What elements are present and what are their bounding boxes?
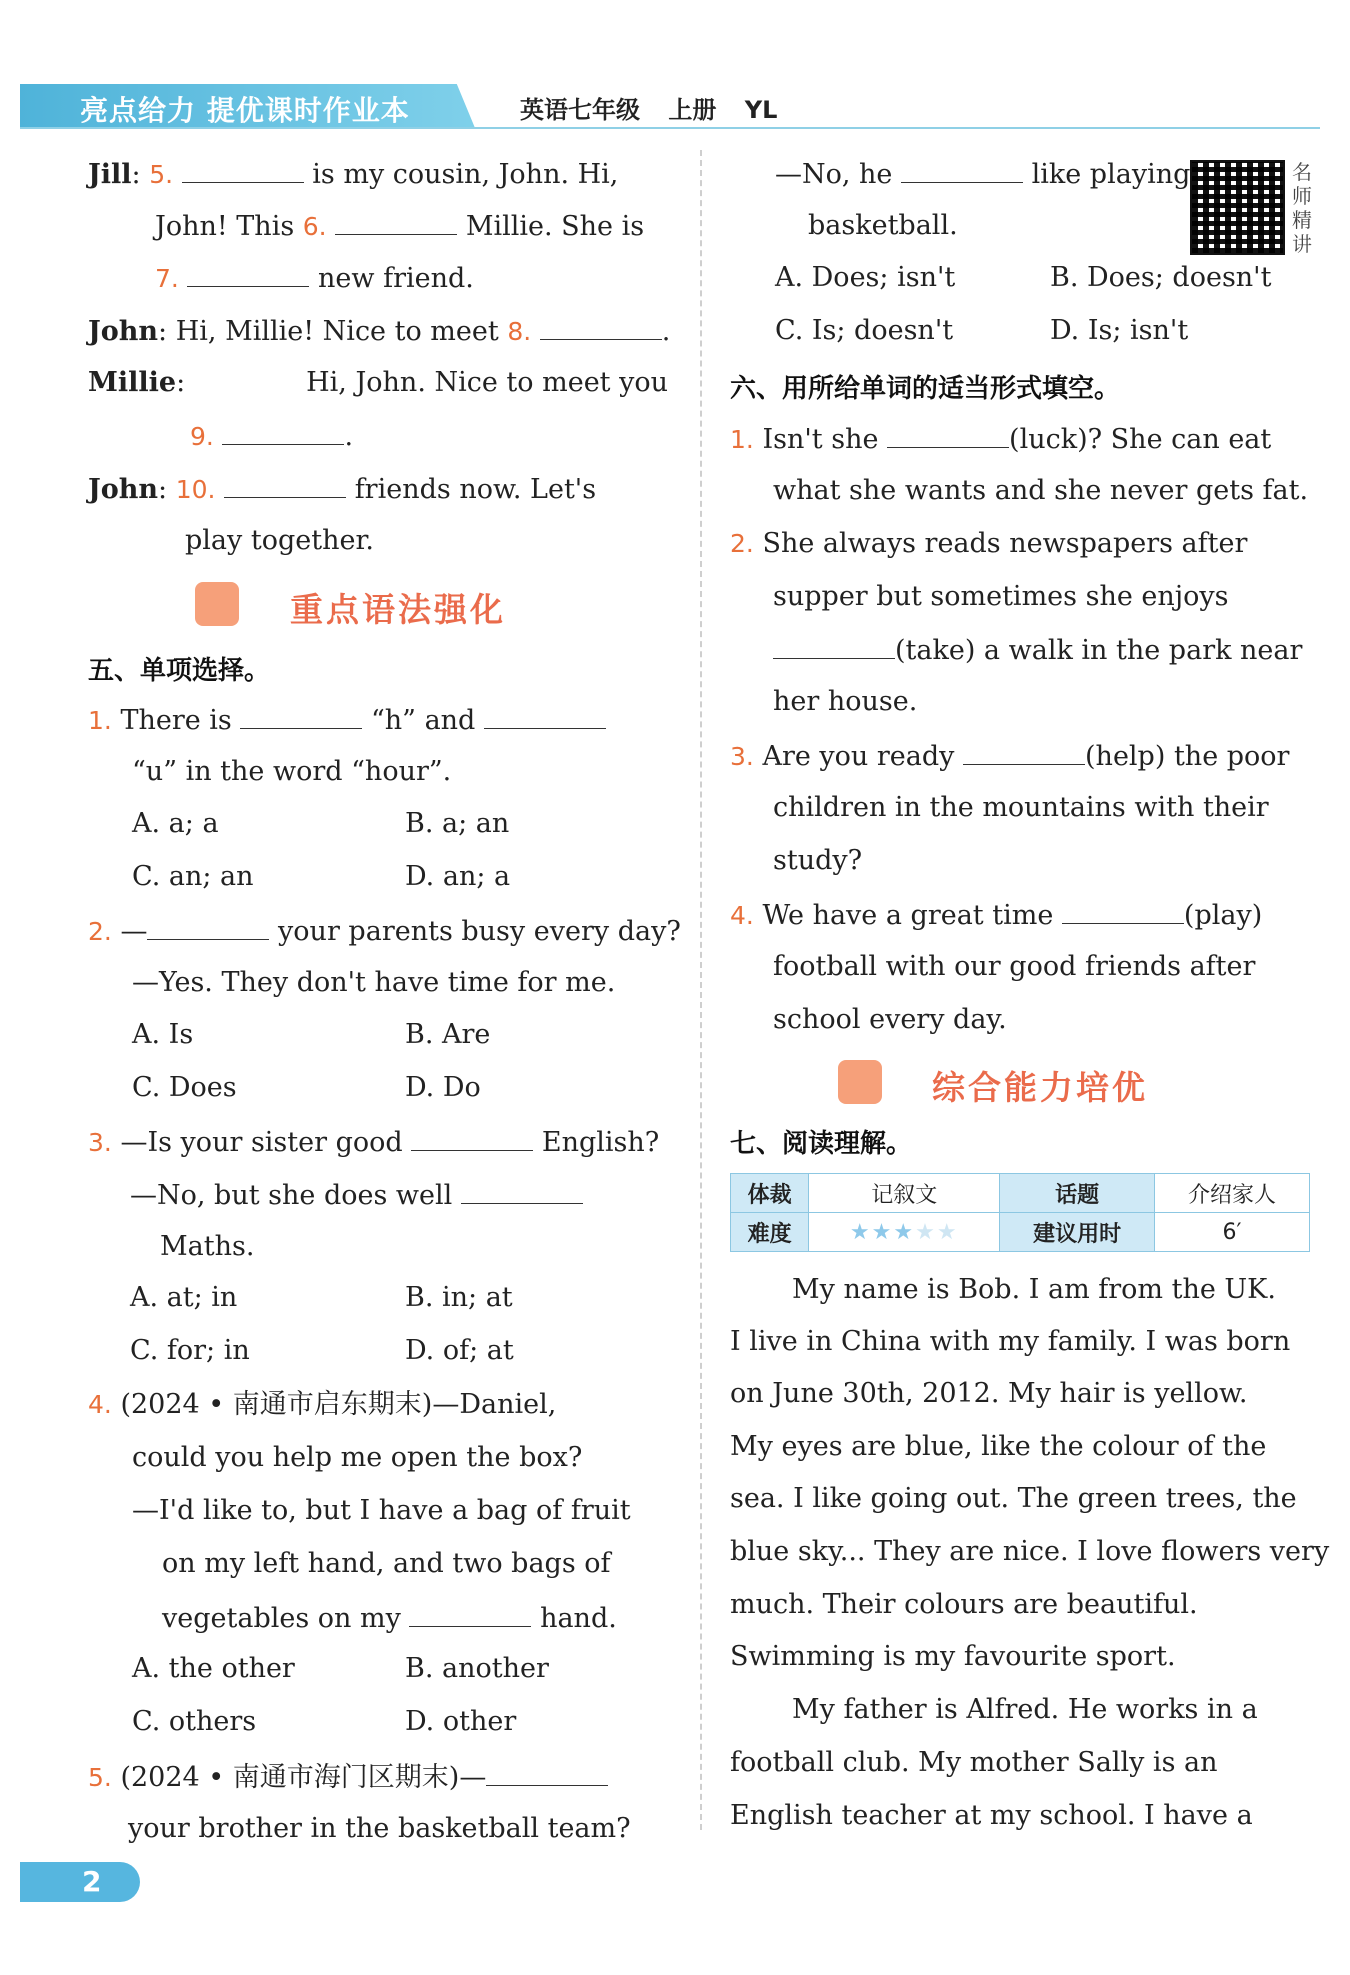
option-b[interactable]: B. a; an <box>405 808 510 839</box>
question-line: 2. She always reads newspapers after <box>730 528 1248 559</box>
section-banner: 综合能力培优 <box>932 1068 1148 1107</box>
option-b[interactable]: B. in; at <box>405 1282 513 1313</box>
column-divider <box>700 150 702 1830</box>
star-filled-icon: ★ <box>871 1219 894 1245</box>
dialogue-line: John: Hi, Millie! Nice to meet 8. . <box>88 313 670 349</box>
section-heading: 六、用所给单词的适当形式填空。 <box>730 374 1121 404</box>
question-line: study? <box>773 845 863 876</box>
difficulty-stars <box>809 1213 1000 1252</box>
question-line: 4. (2024 • 南通市启东期末)—Daniel, <box>88 1389 557 1420</box>
question-line: —No, but she does well <box>130 1177 583 1213</box>
answer-blank[interactable] <box>486 1759 608 1786</box>
topic-value: 介绍家人 <box>1155 1174 1310 1213</box>
option-d[interactable]: D. Do <box>405 1072 481 1103</box>
question-line: supper but sometimes she enjoys <box>773 581 1229 612</box>
section-heading: 五、单项选择。 <box>88 656 271 686</box>
dialogue-line: John: 10. friends now. Let's <box>88 471 668 507</box>
answer-blank[interactable] <box>187 260 309 287</box>
dialogue-line: Millie: Hi, John. Nice to meet you <box>88 367 668 398</box>
passage-line: blue sky... They are nice. I love flowers very <box>730 1536 1330 1567</box>
answer-blank[interactable] <box>240 702 362 729</box>
target-icon <box>195 582 239 626</box>
question-line: vegetables on my hand. <box>162 1600 617 1636</box>
question-line: —No, he like playing <box>775 156 1190 192</box>
qr-label: 名师精讲 <box>1292 160 1312 256</box>
passage-line: My father is Alfred. He works in a <box>792 1694 1258 1725</box>
question-line: children in the mountains with their <box>773 792 1269 823</box>
genre-value: 记叙文 <box>809 1174 1000 1213</box>
option-c[interactable]: C. an; an <box>132 861 254 892</box>
qr-code-icon[interactable] <box>1190 160 1285 255</box>
question-line: —I'd like to, but I have a bag of fruit <box>132 1495 631 1526</box>
option-d[interactable]: D. Is; isn't <box>1050 315 1189 346</box>
question-line: 3. —Is your sister good English? <box>88 1124 659 1160</box>
subject-info: 英语七年级 上册 YL <box>520 96 778 124</box>
question-line: on my left hand, and two bags of <box>162 1548 611 1579</box>
answer-blank[interactable] <box>901 156 1023 183</box>
genre-label: 体裁 <box>731 1174 809 1213</box>
star-empty-icon: ★ <box>915 1219 937 1245</box>
option-a[interactable]: A. a; a <box>132 808 219 839</box>
option-c[interactable]: C. Is; doesn't <box>775 315 954 346</box>
question-line: her house. <box>773 686 918 717</box>
question-line: 3. Are you ready (help) the poor <box>730 738 1289 774</box>
option-a[interactable]: A. at; in <box>130 1282 238 1313</box>
time-label: 建议用时 <box>1000 1213 1155 1252</box>
question-line: (take) a walk in the park near <box>773 632 1302 668</box>
answer-blank[interactable] <box>147 913 269 940</box>
question-line: —Yes. They don't have time for me. <box>132 967 616 998</box>
passage-line: much. Their colours are beautiful. <box>730 1589 1198 1620</box>
option-d[interactable]: D. other <box>405 1706 517 1737</box>
book-icon <box>838 1060 882 1104</box>
answer-blank[interactable] <box>887 421 1009 448</box>
dialogue-line: John! This 6. Millie. She is <box>155 208 644 244</box>
dialogue-line: play together. <box>185 525 374 556</box>
question-line: 5. (2024 • 南通市海门区期末)— <box>88 1759 608 1795</box>
answer-blank[interactable] <box>1062 897 1184 924</box>
passage-line: sea. I like going out. The green trees, the <box>730 1483 1297 1514</box>
question-line: 1. There is “h” and <box>88 702 606 738</box>
passage-line: on June 30th, 2012. My hair is yellow. <box>730 1378 1248 1409</box>
question-line: 1. Isn't she (luck)? She can eat <box>730 421 1310 457</box>
passage-line: football club. My mother Sally is an <box>730 1747 1218 1778</box>
option-a[interactable]: A. the other <box>132 1653 295 1684</box>
star-filled-icon: ★ <box>893 1219 916 1245</box>
question-line: school every day. <box>773 1004 1007 1035</box>
answer-blank[interactable] <box>182 156 304 183</box>
question-line: your brother in the basketball team? <box>128 1813 631 1844</box>
page-number-tab <box>20 1862 140 1902</box>
series-title: 亮点给力 提优课时作业本 <box>80 94 410 127</box>
option-a[interactable]: A. Does; isn't <box>775 262 956 293</box>
option-b[interactable]: B. another <box>405 1653 549 1684</box>
answer-blank[interactable] <box>484 702 606 729</box>
answer-blank[interactable] <box>335 208 457 235</box>
passage-line: English teacher at my school. I have a <box>730 1800 1253 1831</box>
question-line: 4. We have a great time (play) <box>730 897 1262 933</box>
question-line: 2. — your parents busy every day? <box>88 913 681 949</box>
option-b[interactable]: B. Does; doesn't <box>1050 262 1272 293</box>
section-banner: 重点语法强化 <box>290 590 506 629</box>
option-c[interactable]: C. for; in <box>130 1335 250 1366</box>
header-rule <box>20 127 1320 129</box>
dialogue-line: Jill: 5. is my cousin, John. Hi, <box>88 156 668 192</box>
option-b[interactable]: B. Are <box>405 1019 491 1050</box>
reading-info-table <box>730 1173 1310 1252</box>
question-line: basketball. <box>808 210 958 241</box>
star-filled-icon: ★ <box>849 1219 872 1245</box>
question-line: football with our good friends after <box>773 951 1256 982</box>
section-heading: 七、阅读理解。 <box>730 1129 913 1159</box>
option-c[interactable]: C. others <box>132 1706 257 1737</box>
difficulty-label: 难度 <box>731 1213 809 1252</box>
passage-line: I live in China with my family. I was born <box>730 1326 1291 1357</box>
answer-blank[interactable] <box>540 313 662 340</box>
answer-blank[interactable] <box>222 418 344 445</box>
topic-label: 话题 <box>1000 1174 1155 1213</box>
passage-line: My eyes are blue, like the colour of the <box>730 1431 1267 1462</box>
option-c[interactable]: C. Does <box>132 1072 237 1103</box>
option-d[interactable]: D. of; at <box>405 1335 514 1366</box>
passage-line: My name is Bob. I am from the UK. <box>792 1274 1276 1305</box>
question-line: “u” in the word “hour”. <box>132 756 452 787</box>
star-empty-icon: ★ <box>936 1219 959 1245</box>
time-value: 6′ <box>1155 1213 1310 1252</box>
question-line: could you help me open the box? <box>132 1442 583 1473</box>
passage-line: Swimming is my favourite sport. <box>730 1641 1176 1672</box>
answer-blank[interactable] <box>409 1600 531 1627</box>
page-number: 2 <box>82 1865 102 1898</box>
question-line: Maths. <box>160 1231 255 1262</box>
answer-blank[interactable] <box>461 1177 583 1204</box>
answer-blank[interactable] <box>963 738 1085 765</box>
dialogue-line: 7. new friend. <box>155 260 474 296</box>
option-d[interactable]: D. an; a <box>405 861 511 892</box>
answer-blank[interactable] <box>411 1124 533 1151</box>
answer-blank[interactable] <box>773 632 895 659</box>
option-a[interactable]: A. Is <box>132 1019 194 1050</box>
dialogue-line: 9. . <box>190 418 353 454</box>
question-line: what she wants and she never gets fat. <box>773 475 1309 506</box>
answer-blank[interactable] <box>224 471 346 498</box>
